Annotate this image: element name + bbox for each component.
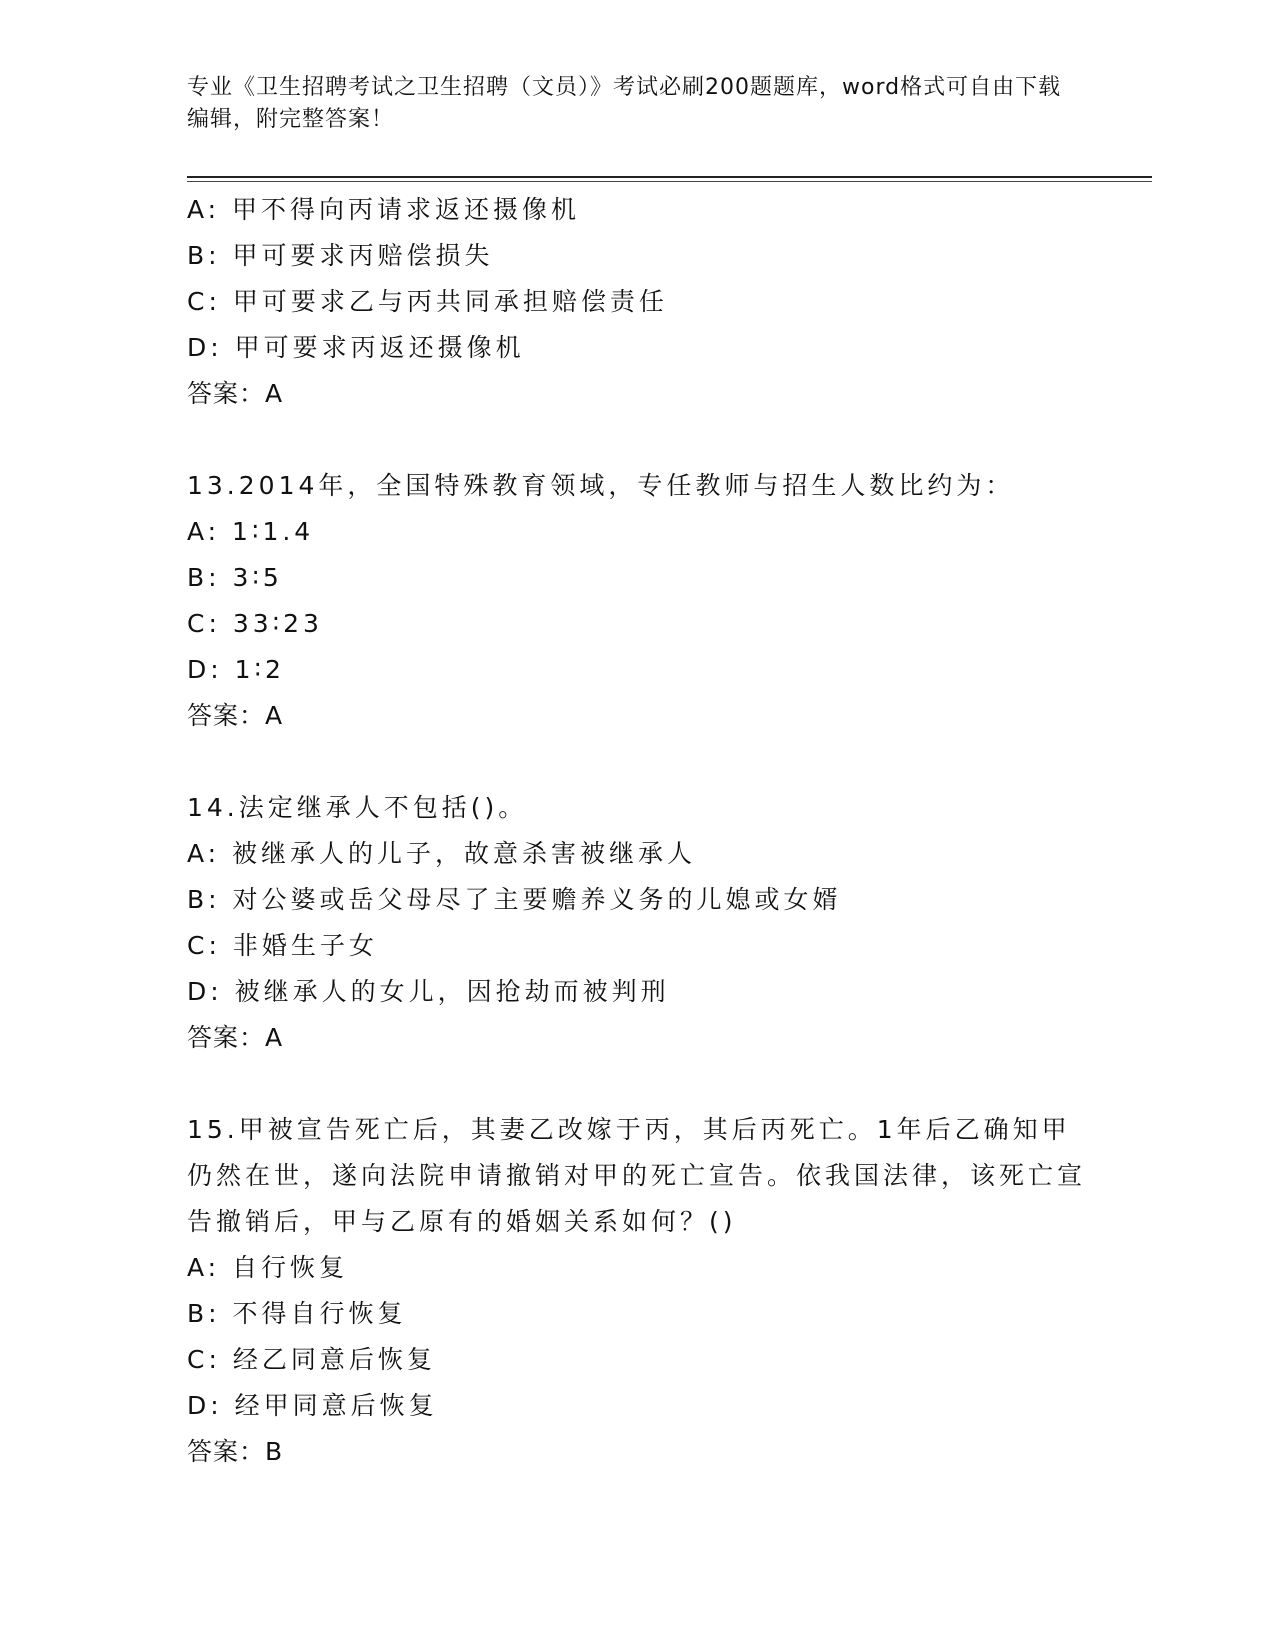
question-14-block — [187, 785, 1087, 1061]
option-d: D: 经甲同意后恢复 — [187, 1391, 438, 1420]
answer-line: 答案：B — [187, 1437, 284, 1466]
option-d: D: 1∶2 — [187, 655, 285, 684]
answer-line: 答案：A — [187, 701, 284, 730]
option-c: C: 非婚生子女 — [187, 931, 378, 960]
option-b: B: 甲可要求丙赔偿损失 — [187, 241, 494, 270]
answer-line: 答案：A — [187, 1023, 284, 1052]
question-stem: 15.甲被宣告死亡后，其妻乙改嫁于丙，其后丙死亡。1年后乙确知甲仍然在世，遂向法院申请撤销对甲的死亡宣告。依我国法律，该死亡宣告撤销后，甲与乙原有的婚姻关系如何？() — [187, 1115, 1087, 1236]
question-12-block — [187, 187, 1087, 417]
option-c: C: 甲可要求乙与丙共同承担赔偿责任 — [187, 287, 668, 316]
option-a: A: 甲不得向丙请求返还摄像机 — [187, 195, 581, 224]
option-d: D: 甲可要求丙返还摄像机 — [187, 333, 525, 362]
question-13-block — [187, 463, 1087, 739]
question-stem: 14.法定继承人不包括()。 — [187, 793, 528, 822]
option-a: A: 自行恢复 — [187, 1253, 349, 1282]
header-divider-thin — [187, 181, 1152, 182]
option-b: B: 3∶5 — [187, 563, 283, 592]
option-a: A: 被继承人的儿子，故意杀害被继承人 — [187, 839, 697, 868]
option-b: B: 不得自行恢复 — [187, 1299, 407, 1328]
answer-line: 答案：A — [187, 379, 284, 408]
option-b: B: 对公婆或岳父母尽了主要赡养义务的儿媳或女婿 — [187, 885, 842, 914]
document-header: 专业《卫生招聘考试之卫生招聘（文员）》考试必刷200题题库，word格式可自由下载编辑，附完整答案！ — [187, 75, 1062, 132]
spacer — [187, 417, 1087, 463]
header-divider-thick — [187, 176, 1152, 178]
spacer — [187, 1061, 1087, 1107]
option-a: A: 1∶1.4 — [187, 517, 315, 546]
spacer — [187, 739, 1087, 785]
option-d: D: 被继承人的女儿，因抢劫而被判刑 — [187, 977, 670, 1006]
question-stem: 13.2014年，全国特殊教育领域，专任教师与招生人数比约为： — [187, 471, 1015, 500]
option-c: C: 经乙同意后恢复 — [187, 1345, 436, 1374]
question-15-block — [187, 1107, 1087, 1475]
option-c: C: 33∶23 — [187, 609, 323, 638]
question-list — [187, 187, 1087, 1475]
